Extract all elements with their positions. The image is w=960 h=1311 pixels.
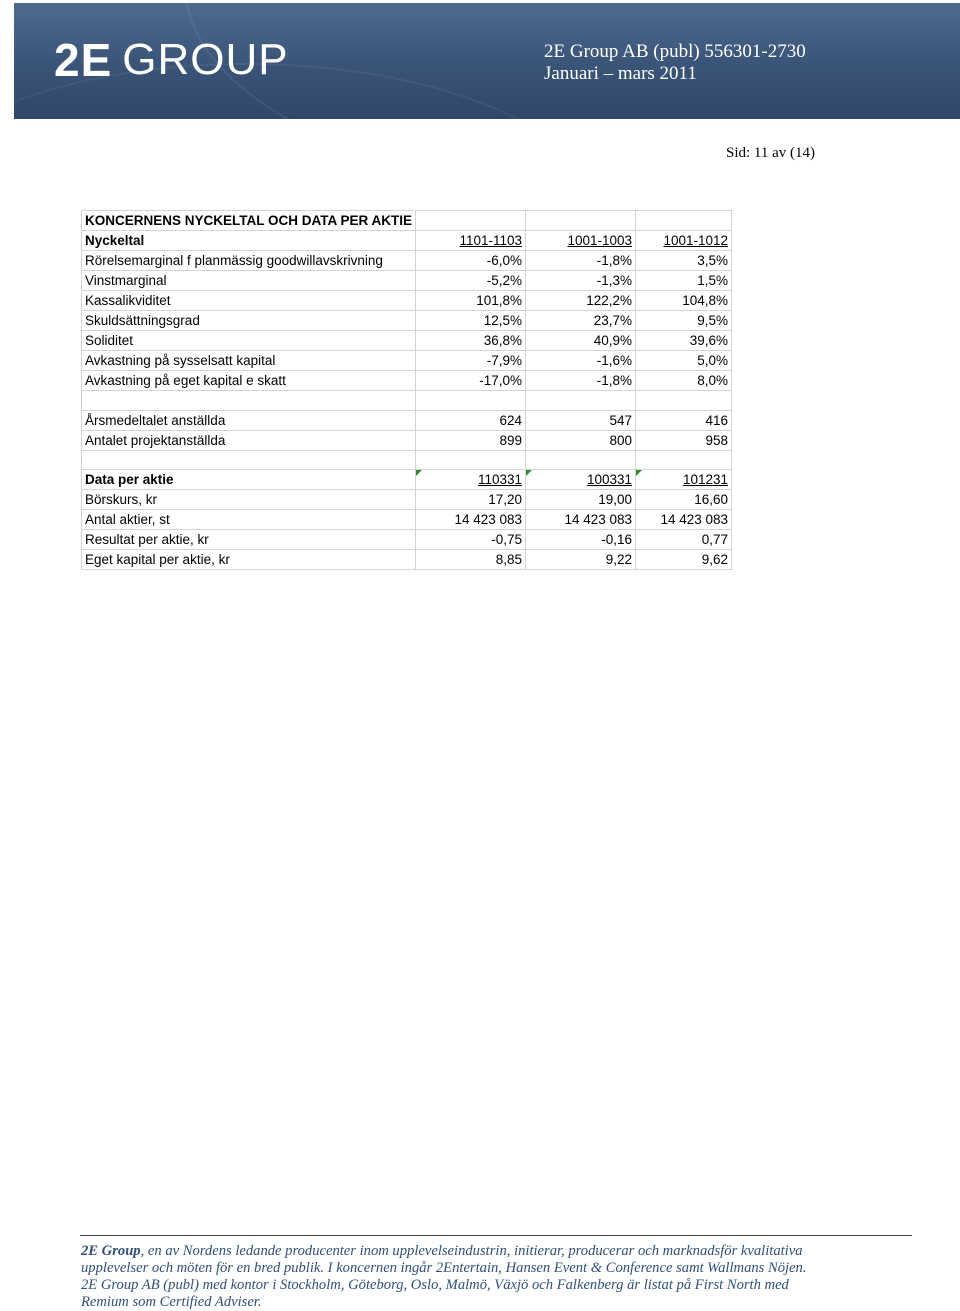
value-cell xyxy=(416,490,526,510)
page-header-banner xyxy=(14,3,960,119)
row-label-text: Vinstmarginal xyxy=(85,273,167,288)
date-header-text: 110331 xyxy=(477,472,523,487)
company-info xyxy=(544,41,806,85)
value-cell xyxy=(416,510,526,530)
value-cell-text: 36,8% xyxy=(483,333,523,348)
row-label-text: Kassalikviditet xyxy=(85,293,171,308)
empty-cell xyxy=(636,450,732,470)
value-cell-text: 8,0% xyxy=(697,373,729,388)
value-cell-text: 23,7% xyxy=(593,313,633,328)
empty-cell xyxy=(82,391,416,411)
logo-word: GROUP xyxy=(122,35,289,84)
table-row xyxy=(82,351,732,371)
table-title xyxy=(82,211,416,231)
value-cell xyxy=(636,291,732,311)
value-cell xyxy=(416,251,526,271)
company-name: 2E Group AB (publ) 556301-2730 xyxy=(544,41,806,62)
footer-divider xyxy=(80,1235,912,1236)
value-cell-text: 899 xyxy=(499,432,523,448)
value-cell-text: -1,6% xyxy=(596,353,633,368)
row-label-text: Antalet projektanställda xyxy=(85,432,226,448)
value-cell xyxy=(416,410,526,430)
value-cell xyxy=(526,251,636,271)
table-row xyxy=(82,490,732,510)
value-cell xyxy=(526,510,636,530)
value-cell xyxy=(526,351,636,371)
footer-line-2: upplevelser och möten för en bred publik. I koncernen ingår 2Entertain, Hansen Event & Conference samt Wallmans Nöjen. xyxy=(81,1260,807,1276)
table-title-row xyxy=(82,211,732,231)
value-cell-text: 0,77 xyxy=(701,532,729,547)
value-cell-text: -1,3% xyxy=(596,273,633,288)
kpi-header-label xyxy=(82,231,416,251)
value-cell-text: 122,2% xyxy=(586,293,633,308)
table-header-row xyxy=(82,470,732,490)
value-cell xyxy=(416,550,526,570)
page-indicator: Sid: 11 av (14) xyxy=(726,145,816,161)
row-label-text: Antal aktier, st xyxy=(85,512,170,527)
value-cell-text: 12,5% xyxy=(483,313,523,328)
empty-cell xyxy=(526,450,636,470)
value-cell-text: 101,8% xyxy=(476,293,523,308)
value-cell xyxy=(526,410,636,430)
key-figures-table xyxy=(81,210,732,570)
value-cell xyxy=(636,271,732,291)
value-cell-text: -0,75 xyxy=(491,532,523,547)
value-cell-text: 8,85 xyxy=(495,552,523,567)
row-label-text: Börskurs, kr xyxy=(85,492,158,507)
value-cell xyxy=(416,371,526,391)
value-cell-text: 17,20 xyxy=(488,492,523,507)
date-header-text: 100331 xyxy=(586,472,633,487)
row-label xyxy=(82,271,416,291)
logo-mark: 2E xyxy=(54,34,113,86)
table-row xyxy=(82,410,732,430)
value-cell-text: 624 xyxy=(499,412,523,428)
date-header xyxy=(416,470,526,490)
empty-cell xyxy=(526,391,636,411)
value-cell-text: 9,22 xyxy=(605,552,633,567)
row-label-text: Årsmedeltalet anställda xyxy=(85,412,226,428)
value-cell-text: -0,16 xyxy=(601,532,633,547)
value-cell xyxy=(416,271,526,291)
row-label-text: Rörelsemarginal f planmässig goodwillavskrivning xyxy=(85,253,383,268)
value-cell-text: 800 xyxy=(609,432,633,448)
value-cell-text: 547 xyxy=(609,412,633,428)
table-row xyxy=(82,331,732,351)
value-cell xyxy=(636,510,732,530)
value-cell-text: 19,00 xyxy=(598,492,633,507)
value-cell xyxy=(526,331,636,351)
row-label xyxy=(82,510,416,530)
footer-line-3: 2E Group AB (publ) med kontor i Stockholm, Göteborg, Oslo, Malmö, Växjö och Falkenberg är listat på First North med xyxy=(81,1277,789,1293)
row-label-text: Eget kapital per aktie, kr xyxy=(85,552,230,567)
value-cell xyxy=(636,311,732,331)
period-header-text: 1001-1003 xyxy=(567,233,633,248)
table-title-text: KONCERNENS NYCKELTAL OCH DATA PER AKTIE xyxy=(85,213,413,228)
period-header xyxy=(526,231,636,251)
table-row xyxy=(82,510,732,530)
period-header-text: 1001-1012 xyxy=(663,233,729,248)
table-row xyxy=(82,371,732,391)
company-logo xyxy=(54,33,289,86)
footer-line-4: Remium som Certified Adviser. xyxy=(81,1294,262,1310)
table-row xyxy=(82,251,732,271)
value-cell-text: 1,5% xyxy=(697,273,729,288)
value-cell xyxy=(526,430,636,450)
table-row xyxy=(82,311,732,331)
value-cell-text: -5,2% xyxy=(486,273,523,288)
table-row xyxy=(82,550,732,570)
value-cell-text: -17,0% xyxy=(479,373,523,388)
value-cell-text: 3,5% xyxy=(697,253,729,268)
footer-line-1 xyxy=(81,1243,911,1260)
value-cell-text: 40,9% xyxy=(593,333,633,348)
date-header-text: 101231 xyxy=(682,472,729,487)
row-label-text: Avkastning på sysselsatt kapital xyxy=(85,353,276,368)
value-cell xyxy=(416,331,526,351)
row-label xyxy=(82,351,416,371)
value-cell xyxy=(526,271,636,291)
value-cell xyxy=(526,311,636,331)
kpi-header-label-text: Nyckeltal xyxy=(85,233,145,248)
empty-cell xyxy=(416,211,526,231)
value-cell-text: 958 xyxy=(705,432,729,448)
empty-cell xyxy=(82,450,416,470)
empty-cell xyxy=(416,450,526,470)
row-label xyxy=(82,311,416,331)
value-cell xyxy=(636,251,732,271)
cell-comment-marker-icon xyxy=(636,470,642,476)
row-label-text: Soliditet xyxy=(85,333,134,348)
date-header xyxy=(636,470,732,490)
value-cell xyxy=(636,430,732,450)
row-label xyxy=(82,530,416,550)
footer-line-1-rest: , en av Nordens ledande producenter inom upplevelseindustrin, initierar, producerar och marknadsför kvalitativa xyxy=(140,1243,803,1259)
row-label xyxy=(82,410,416,430)
row-label xyxy=(82,251,416,271)
value-cell xyxy=(526,371,636,391)
row-label-text: Avkastning på eget kapital e skatt xyxy=(85,373,286,388)
row-label-text: Skuldsättningsgrad xyxy=(85,313,200,328)
footer-text xyxy=(81,1243,911,1311)
value-cell xyxy=(526,550,636,570)
value-cell-text: -6,0% xyxy=(486,253,523,268)
value-cell-text: -7,9% xyxy=(486,353,523,368)
table-header-row xyxy=(82,231,732,251)
cell-comment-marker-icon xyxy=(526,470,532,476)
period-header xyxy=(416,231,526,251)
row-label xyxy=(82,331,416,351)
value-cell xyxy=(636,530,732,550)
spacer-row xyxy=(82,450,732,470)
value-cell xyxy=(636,331,732,351)
value-cell-text: 104,8% xyxy=(682,293,729,308)
date-header xyxy=(526,470,636,490)
spacer-row xyxy=(82,391,732,411)
period-header-text: 1101-1103 xyxy=(459,233,523,248)
value-cell-text: 9,62 xyxy=(701,552,729,567)
value-cell-text: 14 423 083 xyxy=(660,512,729,527)
value-cell xyxy=(636,371,732,391)
value-cell xyxy=(636,550,732,570)
row-label xyxy=(82,430,416,450)
value-cell xyxy=(526,291,636,311)
empty-cell xyxy=(636,391,732,411)
row-label xyxy=(82,490,416,510)
value-cell xyxy=(526,490,636,510)
value-cell-text: 9,5% xyxy=(697,313,729,328)
value-cell-text: 16,60 xyxy=(694,492,729,507)
value-cell-text: 14 423 083 xyxy=(454,512,523,527)
period-header xyxy=(636,231,732,251)
value-cell-text: 39,6% xyxy=(689,333,729,348)
empty-cell xyxy=(526,211,636,231)
value-cell xyxy=(526,530,636,550)
value-cell xyxy=(636,490,732,510)
row-label xyxy=(82,371,416,391)
value-cell xyxy=(636,351,732,371)
empty-cell xyxy=(416,391,526,411)
table-row xyxy=(82,430,732,450)
value-cell xyxy=(416,291,526,311)
table-row xyxy=(82,271,732,291)
row-label xyxy=(82,291,416,311)
footer-brand: 2E Group xyxy=(81,1243,141,1259)
value-cell xyxy=(416,430,526,450)
value-cell xyxy=(416,351,526,371)
value-cell-text: -1,8% xyxy=(596,253,633,268)
value-cell-text: 416 xyxy=(705,412,729,428)
value-cell xyxy=(416,311,526,331)
value-cell xyxy=(416,530,526,550)
row-label xyxy=(82,550,416,570)
value-cell-text: 14 423 083 xyxy=(564,512,633,527)
value-cell-text: 5,0% xyxy=(697,353,729,368)
report-period: Januari – mars 2011 xyxy=(544,63,697,84)
table-row xyxy=(82,530,732,550)
table-row xyxy=(82,291,732,311)
share-header-label-text: Data per aktie xyxy=(85,472,174,487)
row-label-text: Resultat per aktie, kr xyxy=(85,532,209,547)
empty-cell xyxy=(636,211,732,231)
share-header-label xyxy=(82,470,416,490)
cell-comment-marker-icon xyxy=(416,470,422,476)
value-cell-text: -1,8% xyxy=(596,373,633,388)
value-cell xyxy=(636,410,732,430)
